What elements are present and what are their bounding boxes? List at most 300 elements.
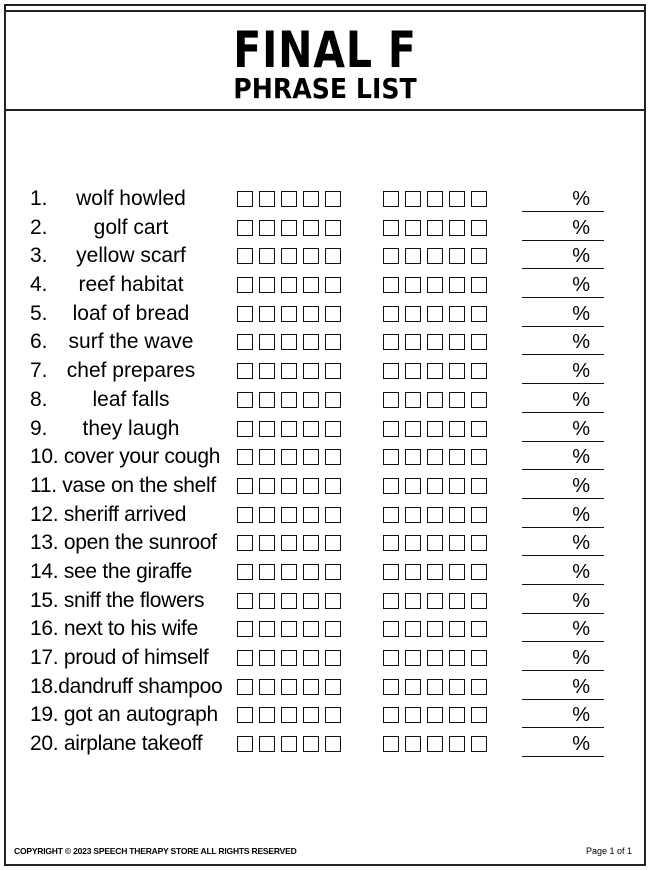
phrase-text <box>30 730 234 758</box>
trial-checkbox[interactable] <box>325 248 341 264</box>
phrase-label: see the giraffe <box>63 559 193 583</box>
trial-checkbox[interactable] <box>405 736 421 752</box>
trial-checkbox[interactable] <box>259 564 275 580</box>
phrase-text: surf the wave <box>68 330 194 354</box>
phrase-number: 13. <box>30 531 59 555</box>
phrase-text: loaf of bread <box>72 301 190 325</box>
trial-checkbox[interactable] <box>471 277 487 293</box>
trial-checkbox[interactable] <box>259 248 275 264</box>
percent-blank[interactable] <box>522 617 604 642</box>
trial-checkbox[interactable] <box>427 277 443 293</box>
trial-checkbox[interactable] <box>281 593 297 609</box>
trial-checkbox[interactable] <box>325 449 341 465</box>
trial-checkbox[interactable] <box>471 650 487 666</box>
trial-checkbox[interactable] <box>325 191 341 207</box>
percent-blank[interactable] <box>522 359 604 384</box>
trial-checkbox[interactable] <box>303 248 319 264</box>
trial-checkbox-group <box>237 679 341 697</box>
trial-checkbox[interactable] <box>281 306 297 322</box>
trial-checkbox[interactable] <box>471 535 487 551</box>
trial-checkbox[interactable] <box>427 707 443 723</box>
trial-checkbox[interactable] <box>325 306 341 322</box>
phrase-row <box>0 357 650 386</box>
trial-checkbox[interactable] <box>325 650 341 666</box>
trial-checkbox[interactable] <box>383 621 399 637</box>
trial-checkbox-group <box>237 421 341 439</box>
trial-checkbox-group <box>237 707 341 725</box>
trial-checkbox[interactable] <box>471 392 487 408</box>
trial-checkbox[interactable] <box>259 478 275 494</box>
phrase-number: 6. <box>30 330 48 354</box>
trial-checkbox[interactable] <box>259 306 275 322</box>
trial-checkbox[interactable] <box>281 478 297 494</box>
percent-sign: % <box>572 188 590 210</box>
trial-checkbox[interactable] <box>237 306 253 322</box>
percent-blank[interactable] <box>522 273 604 298</box>
percent-blank[interactable] <box>522 703 604 728</box>
trial-checkbox[interactable] <box>259 679 275 695</box>
percent-blank[interactable] <box>522 531 604 556</box>
copyright-notice: COPYRIGHT © 2023 SPEECH THERAPY STORE ALL RIGHTS RESERVED <box>14 846 297 856</box>
phrase-row <box>0 644 650 673</box>
trial-checkbox[interactable] <box>281 363 297 379</box>
trial-checkbox[interactable] <box>303 363 319 379</box>
trial-checkbox[interactable] <box>427 535 443 551</box>
trial-checkbox[interactable] <box>237 191 253 207</box>
trial-checkbox[interactable] <box>405 363 421 379</box>
trial-checkbox[interactable] <box>303 334 319 350</box>
trial-checkbox[interactable] <box>259 191 275 207</box>
percent-blank[interactable] <box>522 216 604 241</box>
phrase-number: 7. <box>30 359 48 383</box>
trial-checkbox[interactable] <box>449 650 465 666</box>
trial-checkbox[interactable] <box>237 220 253 236</box>
trial-checkbox[interactable] <box>281 736 297 752</box>
trial-checkbox[interactable] <box>281 392 297 408</box>
trial-checkbox[interactable] <box>471 736 487 752</box>
percent-blank[interactable] <box>522 187 604 212</box>
phrase-number: 8. <box>30 387 48 411</box>
trial-checkbox[interactable] <box>325 535 341 551</box>
trial-checkbox[interactable] <box>383 421 399 437</box>
trial-checkbox[interactable] <box>259 363 275 379</box>
percent-blank[interactable] <box>522 445 604 470</box>
phrase-row <box>0 271 650 300</box>
trial-checkbox[interactable] <box>471 593 487 609</box>
trial-checkbox[interactable] <box>259 277 275 293</box>
trial-checkbox[interactable] <box>281 449 297 465</box>
trial-checkbox[interactable] <box>449 392 465 408</box>
trial-checkbox[interactable] <box>237 478 253 494</box>
trial-checkbox[interactable] <box>383 449 399 465</box>
trial-checkbox[interactable] <box>449 707 465 723</box>
trial-checkbox-group <box>383 220 487 238</box>
phrase-text: chef prepares <box>66 359 196 383</box>
trial-checkbox[interactable] <box>325 277 341 293</box>
trial-checkbox[interactable] <box>427 421 443 437</box>
trial-checkbox[interactable] <box>303 679 319 695</box>
percent-sign: % <box>572 675 590 698</box>
trial-checkbox[interactable] <box>405 306 421 322</box>
trial-checkbox[interactable] <box>383 650 399 666</box>
trial-checkbox[interactable] <box>383 593 399 609</box>
trial-checkbox[interactable] <box>427 449 443 465</box>
phrase-text: leaf falls <box>92 387 170 411</box>
trial-checkbox[interactable] <box>427 507 443 523</box>
trial-checkbox[interactable] <box>449 593 465 609</box>
phrase-row <box>0 386 650 415</box>
phrase-number: 11. <box>30 473 57 497</box>
trial-checkbox[interactable] <box>281 421 297 437</box>
trial-checkbox-group <box>237 650 341 668</box>
trial-checkbox-group <box>383 707 487 725</box>
trial-checkbox[interactable] <box>325 363 341 379</box>
trial-checkbox[interactable] <box>427 593 443 609</box>
trial-checkbox[interactable] <box>303 564 319 580</box>
trial-checkbox[interactable] <box>471 191 487 207</box>
trial-checkbox[interactable] <box>405 248 421 264</box>
trial-checkbox[interactable] <box>303 392 319 408</box>
trial-checkbox[interactable] <box>303 736 319 752</box>
phrase-text <box>30 587 234 615</box>
trial-checkbox[interactable] <box>259 220 275 236</box>
phrase-row <box>0 415 650 444</box>
trial-checkbox[interactable] <box>427 650 443 666</box>
trial-checkbox[interactable] <box>427 363 443 379</box>
trial-checkbox[interactable] <box>449 449 465 465</box>
trial-checkbox-group <box>383 621 487 639</box>
trial-checkbox[interactable] <box>405 650 421 666</box>
trial-checkbox[interactable] <box>325 679 341 695</box>
trial-checkbox[interactable] <box>259 449 275 465</box>
trial-checkbox[interactable] <box>237 707 253 723</box>
trial-checkbox[interactable] <box>383 220 399 236</box>
trial-checkbox[interactable] <box>237 593 253 609</box>
percent-blank[interactable] <box>522 244 604 269</box>
trial-checkbox[interactable] <box>303 306 319 322</box>
trial-checkbox[interactable] <box>405 478 421 494</box>
trial-checkbox[interactable] <box>281 248 297 264</box>
trial-checkbox[interactable] <box>281 334 297 350</box>
trial-checkbox[interactable] <box>383 736 399 752</box>
trial-checkbox[interactable] <box>259 334 275 350</box>
trial-checkbox-group <box>237 564 341 582</box>
trial-checkbox[interactable] <box>303 220 319 236</box>
phrase-number: 3. <box>30 244 48 268</box>
phrase-row <box>0 300 650 329</box>
trial-checkbox-group <box>383 449 487 467</box>
trial-checkbox[interactable] <box>427 392 443 408</box>
trial-checkbox[interactable] <box>449 191 465 207</box>
trial-checkbox-group <box>237 306 341 324</box>
phrase-text <box>30 558 234 586</box>
trial-checkbox[interactable] <box>303 707 319 723</box>
phrase-row <box>0 214 650 243</box>
trial-checkbox[interactable] <box>259 650 275 666</box>
trial-checkbox[interactable] <box>449 306 465 322</box>
trial-checkbox[interactable] <box>405 334 421 350</box>
trial-checkbox[interactable] <box>383 334 399 350</box>
page-title: FINAL F <box>233 21 417 79</box>
percent-blank[interactable] <box>522 474 604 499</box>
trial-checkbox[interactable] <box>325 507 341 523</box>
percent-sign: % <box>572 245 590 268</box>
phrase-row <box>0 242 650 271</box>
trial-checkbox[interactable] <box>471 306 487 322</box>
trial-checkbox[interactable] <box>405 535 421 551</box>
trial-checkbox[interactable] <box>405 191 421 207</box>
trial-checkbox[interactable] <box>281 220 297 236</box>
trial-checkbox[interactable] <box>237 621 253 637</box>
trial-checkbox[interactable] <box>383 535 399 551</box>
trial-checkbox[interactable] <box>281 707 297 723</box>
trial-checkbox[interactable] <box>449 621 465 637</box>
phrase-label: next to his wife <box>63 617 198 641</box>
phrase-row <box>0 472 650 501</box>
trial-checkbox-group <box>383 650 487 668</box>
trial-checkbox[interactable] <box>471 334 487 350</box>
trial-checkbox[interactable] <box>449 363 465 379</box>
phrase-text <box>30 501 234 529</box>
trial-checkbox[interactable] <box>281 191 297 207</box>
phrase-row <box>0 587 650 616</box>
trial-checkbox[interactable] <box>427 478 443 494</box>
trial-checkbox-group <box>383 277 487 295</box>
trial-checkbox[interactable] <box>449 736 465 752</box>
trial-checkbox[interactable] <box>405 277 421 293</box>
trial-checkbox[interactable] <box>471 478 487 494</box>
trial-checkbox[interactable] <box>427 220 443 236</box>
phrase-number: 15. <box>30 588 59 612</box>
percent-blank[interactable] <box>522 388 604 413</box>
trial-checkbox[interactable] <box>405 707 421 723</box>
trial-checkbox[interactable] <box>303 421 319 437</box>
trial-checkbox[interactable] <box>325 593 341 609</box>
trial-checkbox[interactable] <box>259 736 275 752</box>
trial-checkbox[interactable] <box>237 736 253 752</box>
trial-checkbox[interactable] <box>383 679 399 695</box>
trial-checkbox[interactable] <box>427 736 443 752</box>
trial-checkbox[interactable] <box>303 593 319 609</box>
trial-checkbox-group <box>383 248 487 266</box>
percent-blank[interactable] <box>522 302 604 327</box>
trial-checkbox[interactable] <box>325 707 341 723</box>
trial-checkbox[interactable] <box>259 707 275 723</box>
phrase-text: reef habitat <box>78 273 184 297</box>
trial-checkbox[interactable] <box>449 478 465 494</box>
trial-checkbox[interactable] <box>383 191 399 207</box>
trial-checkbox[interactable] <box>281 621 297 637</box>
percent-blank[interactable] <box>522 330 604 355</box>
trial-checkbox[interactable] <box>449 421 465 437</box>
trial-checkbox[interactable] <box>237 363 253 379</box>
trial-checkbox[interactable] <box>259 593 275 609</box>
trial-checkbox[interactable] <box>281 535 297 551</box>
trial-checkbox[interactable] <box>383 306 399 322</box>
trial-checkbox[interactable] <box>471 621 487 637</box>
trial-checkbox[interactable] <box>405 621 421 637</box>
trial-checkbox[interactable] <box>405 679 421 695</box>
trial-checkbox-group <box>237 736 341 754</box>
phrase-number: 14. <box>30 559 59 583</box>
trial-checkbox[interactable] <box>449 507 465 523</box>
trial-checkbox-group <box>237 248 341 266</box>
percent-blank[interactable] <box>522 646 604 671</box>
trial-checkbox[interactable] <box>237 679 253 695</box>
trial-checkbox[interactable] <box>325 421 341 437</box>
phrase-number: 5. <box>30 301 48 325</box>
trial-checkbox[interactable] <box>303 449 319 465</box>
page-subtitle: PHRASE LIST <box>233 72 417 105</box>
trial-checkbox[interactable] <box>405 593 421 609</box>
percent-blank[interactable] <box>522 503 604 528</box>
phrase-number: 20. <box>30 732 59 756</box>
percent-sign: % <box>572 532 590 555</box>
trial-checkbox[interactable] <box>259 392 275 408</box>
trial-checkbox[interactable] <box>427 248 443 264</box>
percent-blank[interactable] <box>522 589 604 614</box>
trial-checkbox[interactable] <box>325 220 341 236</box>
trial-checkbox[interactable] <box>471 507 487 523</box>
trial-checkbox[interactable] <box>427 191 443 207</box>
trial-checkbox[interactable] <box>449 535 465 551</box>
trial-checkbox[interactable] <box>471 248 487 264</box>
trial-checkbox[interactable] <box>237 334 253 350</box>
trial-checkbox[interactable] <box>325 621 341 637</box>
percent-sign: % <box>572 302 590 325</box>
trial-checkbox-group <box>383 564 487 582</box>
trial-checkbox-group <box>383 363 487 381</box>
percent-blank[interactable] <box>522 417 604 442</box>
trial-checkbox[interactable] <box>471 449 487 465</box>
trial-checkbox[interactable] <box>303 621 319 637</box>
trial-checkbox[interactable] <box>303 507 319 523</box>
percent-blank[interactable] <box>522 560 604 585</box>
trial-checkbox-group <box>383 679 487 697</box>
phrase-text <box>30 615 234 643</box>
trial-checkbox[interactable] <box>259 507 275 523</box>
trial-checkbox[interactable] <box>449 679 465 695</box>
trial-checkbox-group <box>237 392 341 410</box>
trial-checkbox[interactable] <box>281 679 297 695</box>
trial-checkbox[interactable] <box>383 248 399 264</box>
trial-checkbox[interactable] <box>237 392 253 408</box>
trial-checkbox[interactable] <box>405 421 421 437</box>
trial-checkbox[interactable] <box>237 449 253 465</box>
trial-checkbox[interactable] <box>405 392 421 408</box>
trial-checkbox[interactable] <box>383 277 399 293</box>
phrase-number: 18. <box>30 674 59 698</box>
trial-checkbox[interactable] <box>427 621 443 637</box>
percent-sign: % <box>572 417 590 440</box>
trial-checkbox[interactable] <box>427 306 443 322</box>
trial-checkbox[interactable] <box>325 334 341 350</box>
trial-checkbox[interactable] <box>281 507 297 523</box>
phrase-number: 4. <box>30 273 48 297</box>
trial-checkbox[interactable] <box>427 564 443 580</box>
trial-checkbox[interactable] <box>237 507 253 523</box>
phrase-text <box>30 472 234 500</box>
trial-checkbox[interactable] <box>237 564 253 580</box>
trial-checkbox[interactable] <box>383 507 399 523</box>
trial-checkbox[interactable] <box>471 220 487 236</box>
trial-checkbox[interactable] <box>383 478 399 494</box>
trial-checkbox[interactable] <box>325 736 341 752</box>
trial-checkbox[interactable] <box>383 392 399 408</box>
phrase-text <box>30 673 234 701</box>
percent-sign: % <box>572 560 590 583</box>
trial-checkbox[interactable] <box>449 248 465 264</box>
trial-checkbox[interactable] <box>237 248 253 264</box>
phrase-number: 2. <box>30 215 48 239</box>
trial-checkbox[interactable] <box>303 277 319 293</box>
trial-checkbox[interactable] <box>383 363 399 379</box>
trial-checkbox[interactable] <box>405 220 421 236</box>
percent-sign: % <box>572 704 590 727</box>
trial-checkbox[interactable] <box>325 564 341 580</box>
trial-checkbox[interactable] <box>471 421 487 437</box>
trial-checkbox[interactable] <box>471 707 487 723</box>
phrase-number: 1. <box>30 187 48 210</box>
trial-checkbox[interactable] <box>449 564 465 580</box>
trial-checkbox[interactable] <box>259 621 275 637</box>
trial-checkbox[interactable] <box>449 277 465 293</box>
phrase-row <box>0 558 650 587</box>
trial-checkbox-group <box>383 736 487 754</box>
trial-checkbox[interactable] <box>427 334 443 350</box>
trial-checkbox-group <box>237 478 341 496</box>
trial-checkbox[interactable] <box>281 564 297 580</box>
phrase-label: proud of himself <box>63 646 209 669</box>
trial-checkbox[interactable] <box>237 277 253 293</box>
trial-checkbox[interactable] <box>259 535 275 551</box>
trial-checkbox[interactable] <box>237 421 253 437</box>
trial-checkbox[interactable] <box>405 507 421 523</box>
phrase-number: 17. <box>30 646 59 669</box>
trial-checkbox[interactable] <box>383 564 399 580</box>
page-number: Page 1 of 1 <box>585 846 632 856</box>
trial-checkbox[interactable] <box>325 478 341 494</box>
trial-checkbox[interactable] <box>449 334 465 350</box>
trial-checkbox[interactable] <box>281 277 297 293</box>
trial-checkbox[interactable] <box>259 421 275 437</box>
percent-blank[interactable] <box>522 732 604 757</box>
trial-checkbox[interactable] <box>303 650 319 666</box>
percent-sign: % <box>572 388 590 411</box>
trial-checkbox[interactable] <box>303 191 319 207</box>
trial-checkbox[interactable] <box>237 650 253 666</box>
phrase-text <box>30 529 234 557</box>
trial-checkbox[interactable] <box>303 535 319 551</box>
trial-checkbox[interactable] <box>325 392 341 408</box>
phrase-label: open the sunroof <box>63 531 217 555</box>
trial-checkbox[interactable] <box>471 363 487 379</box>
trial-checkbox[interactable] <box>427 679 443 695</box>
trial-checkbox[interactable] <box>281 650 297 666</box>
trial-checkbox[interactable] <box>471 679 487 695</box>
percent-sign: % <box>572 331 590 354</box>
percent-sign: % <box>572 216 590 239</box>
trial-checkbox[interactable] <box>383 707 399 723</box>
trial-checkbox[interactable] <box>405 564 421 580</box>
trial-checkbox-group <box>237 535 341 553</box>
trial-checkbox[interactable] <box>237 535 253 551</box>
trial-checkbox[interactable] <box>405 449 421 465</box>
percent-blank[interactable] <box>522 675 604 700</box>
trial-checkbox[interactable] <box>303 478 319 494</box>
trial-checkbox[interactable] <box>449 220 465 236</box>
trial-checkbox[interactable] <box>471 564 487 580</box>
